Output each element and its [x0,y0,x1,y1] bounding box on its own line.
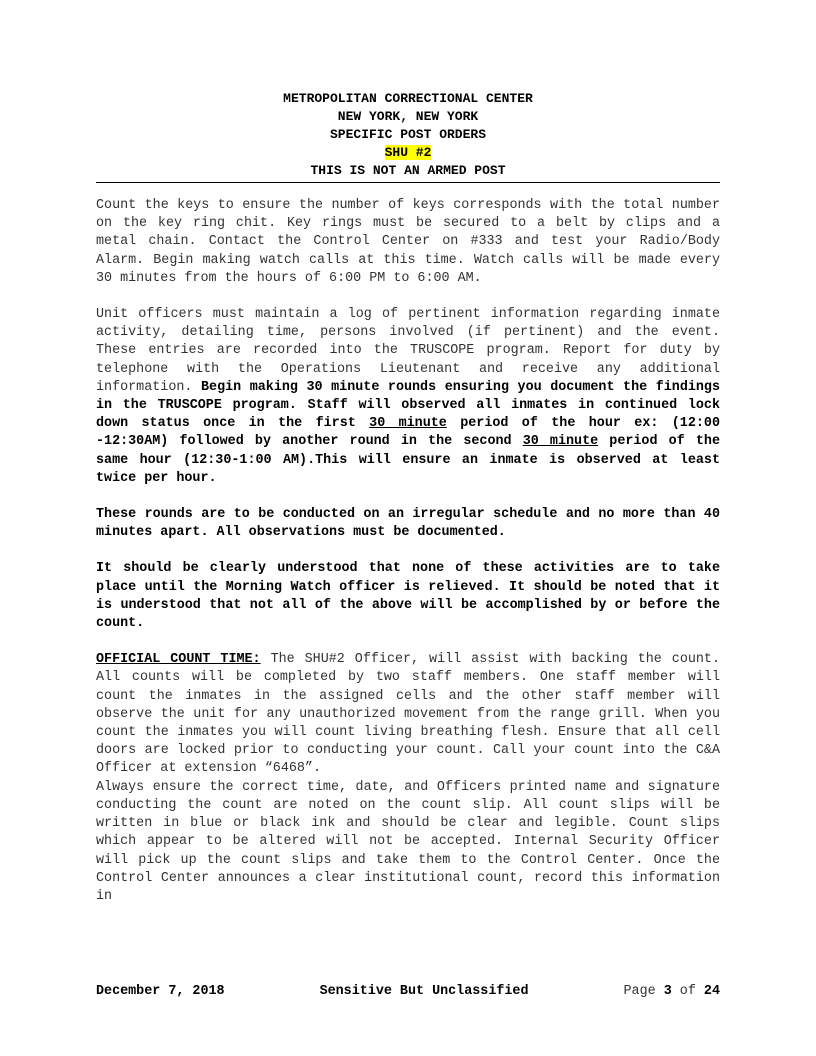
paragraph-log-bold-c: period of the same hour (12:30-1:00 AM).This will ensure an inmate is observed at least twice per hour. [96,434,720,486]
paragraph-log-underline-1: 30 minute [369,416,447,432]
footer-page-total: 24 [703,984,720,999]
document-footer [96,983,720,1001]
paragraph-count-time [96,651,720,778]
footer-page-number [624,983,720,1001]
document-body [96,197,720,906]
paragraph-log-bold-b: period of the hour ex: (12:00 -12:30AM) followed by another round in the second [96,416,720,450]
header-doc-type: SPECIFIC POST ORDERS [329,127,487,142]
footer-page-current: 3 [663,984,672,999]
header-post-line [96,144,720,162]
paragraph-rounds: These rounds are to be conducted on an irregular schedule and no more than 40 minutes apart. All observations must be documented. [96,507,720,541]
header-post-name: SHU #2 [384,145,432,160]
paragraph-count-time-text: The SHU#2 Officer, will assist with backing the count. All counts will be completed by two staff members. One staff member will count the inmates in the assigned cells and the other staff member will observe the unit for any unauthorized movement from the range grill. When you count the inmates you will count living breathing flesh. Ensure that all cell doors are locked prior to conducting your count. Call your count into the C&A Officer at extension “6468”. [96,652,720,777]
paragraph-log-bold-a: Begin making 30 minute rounds ensuring you document the findings in the TRUSCOPE program. Staff will observed all inmates in continued lock down status once in the first [96,379,720,432]
header-institution: METROPOLITAN CORRECTIONAL CENTER [283,91,533,106]
footer-page-label: Page [623,984,664,999]
paragraph-count-slip: Always ensure the correct time, date, and Officers printed name and signature conducting the count are noted on the count slip. All count slips will be written in blue or black ink and should be clear and legible. Count slips which appear to be altered will not be accepted. Internal Security Officer will pick up the count slips and take them to the Control Center. Once the Control Center announces a clear institutional count, record this information in [96,779,720,904]
section-heading-count-time: OFFICIAL COUNT TIME: [96,652,261,668]
paragraph-keys: Count the keys to ensure the number of keys corresponds with the total number on the key ring chit. Key rings must be secured to a belt by clips and a metal chain. Contact the Control Center on #333 and test your Radio/Body Alarm. Begin making watch calls at this time. Watch calls will be made every 30 minutes from the hours of 6:00 PM to 6:00 AM. [96,198,720,286]
header-divider [96,182,720,183]
paragraph-log-text: Unit officers must maintain a log of pertinent information regarding inmate activity, detailing time, persons involved (if pertinent) and the event. These entries are recorded into the TRUSCOPE program. Report for duty by telephone with the Operations Lieutenant and receive any additional information. [96,307,720,395]
document-header [96,90,720,180]
footer-of-label: of [671,984,704,999]
header-location: NEW YORK, NEW YORK [337,109,479,124]
paragraph-log [96,306,720,488]
footer-date: December 7, 2018 [96,984,225,999]
document-page [96,90,720,906]
paragraph-log-underline-2: 30 minute [522,434,599,450]
footer-classification: Sensitive But Unclassified [319,984,529,999]
header-armed-status: THIS IS NOT AN ARMED POST [310,163,506,178]
paragraph-understood: It should be clearly understood that none of these activities are to take place until the Morning Watch officer is relieved. It should be noted that it is understood that not all of the above will be accomplished by or before the count. [96,561,720,632]
